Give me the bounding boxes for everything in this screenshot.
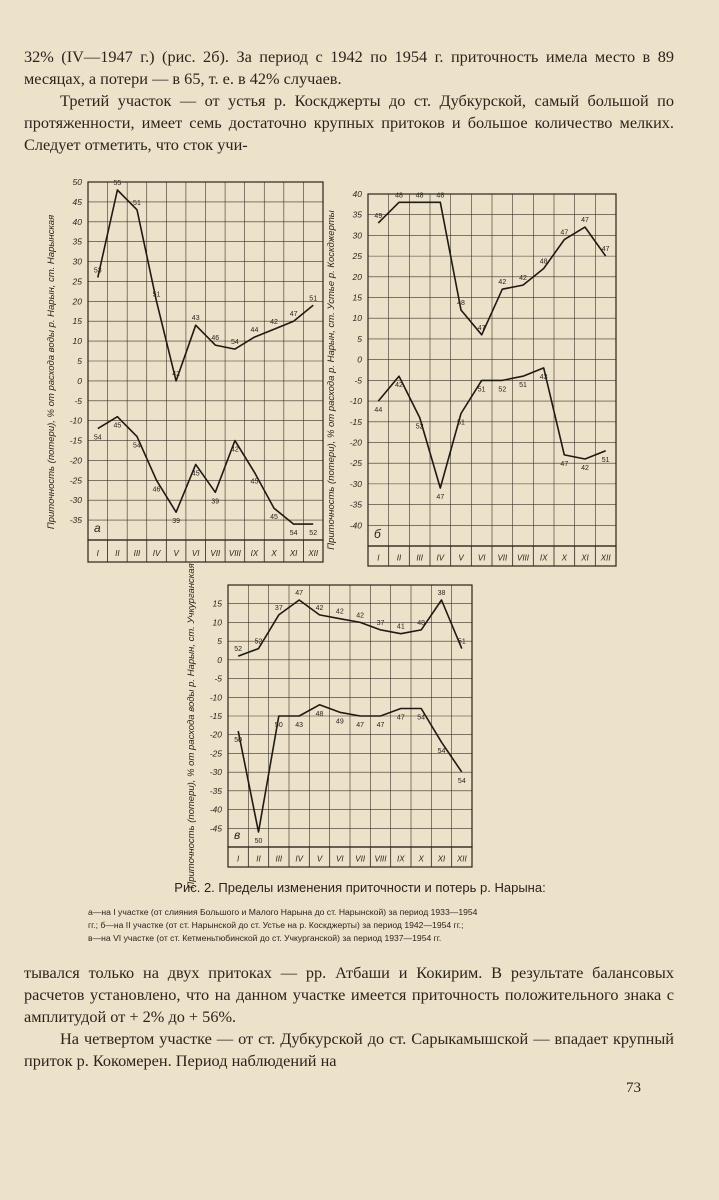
x-tick-label: XII	[456, 854, 467, 864]
y-tick-label: -20	[349, 437, 362, 448]
y-tick-label: 10	[72, 336, 82, 347]
x-tick-label: I	[96, 548, 99, 558]
y-tick-label: -35	[349, 499, 362, 510]
y-tick-label: -15	[209, 711, 222, 721]
point-label: 50	[254, 838, 263, 846]
y-tick-label: -30	[349, 478, 362, 489]
point-label: 42	[581, 465, 589, 473]
x-tick-label: XI	[581, 553, 589, 563]
point-label: 42	[172, 370, 181, 378]
point-label: 43	[295, 722, 304, 729]
point-label: 43	[191, 315, 200, 323]
point-label: 43	[539, 373, 548, 381]
point-label: 37	[376, 619, 385, 627]
x-tick-label: V	[458, 553, 464, 563]
caption-note-3: в—на VI участке (от ст. Кетменьтюбинской до ст. Учкурганской) за период 1937—1954 гг.	[88, 933, 442, 943]
point-label: 48	[415, 192, 424, 200]
y-tick-label: -5	[74, 395, 82, 406]
y-tick-label: -25	[209, 748, 222, 759]
chart-b	[318, 180, 628, 570]
point-label: 47	[396, 714, 405, 722]
point-label: 46	[211, 335, 220, 343]
point-label: 42	[519, 275, 527, 283]
x-tick-label: VII	[210, 548, 221, 558]
y-tick-label: -10	[349, 396, 362, 407]
point-label: 51	[133, 199, 141, 207]
point-label: 50	[234, 736, 243, 744]
y-tick-label: -5	[214, 673, 222, 684]
y-tick-label: 0	[357, 354, 362, 365]
y-tick-label: 10	[352, 313, 362, 324]
y-tick-label: -40	[349, 520, 362, 531]
y-tick-label: 15	[352, 292, 362, 303]
x-tick-label: IV	[436, 553, 445, 563]
y-tick-label: 15	[212, 598, 222, 609]
y-tick-label: 5	[357, 333, 362, 344]
x-tick-label: VII	[497, 553, 508, 563]
point-label: 49	[374, 212, 383, 220]
y-tick-label: -35	[69, 515, 82, 526]
y-tick-label: 40	[352, 189, 362, 199]
point-label: 52	[498, 386, 507, 394]
y-tick-label: -30	[209, 767, 222, 778]
caption-note-1: а—на I участке (от слияния Большого и Малого Нарына до ст. Нарынской) за период 1933—1954	[88, 907, 478, 917]
x-tick-label: XII	[600, 553, 611, 563]
point-label: 54	[417, 714, 426, 722]
y-tick-label: -25	[349, 458, 362, 469]
body-paragraph-4: На четвертом участке — от ст. Дубкурской до ст. Сарыкамышской — впадает крупный приток р. Кокомерен. Период наблюдений на	[24, 1029, 674, 1070]
x-tick-label: III	[416, 553, 424, 563]
x-tick-label: III	[275, 854, 283, 864]
point-label: 51	[152, 291, 161, 299]
point-label: 37	[274, 604, 283, 612]
point-label: 50	[274, 722, 283, 729]
point-label: 42	[356, 612, 365, 620]
point-label: 46	[152, 486, 161, 494]
y-tick-label: 35	[352, 209, 362, 220]
page-number: 73	[626, 1080, 641, 1096]
point-label: 42	[335, 608, 344, 616]
point-label: 51	[519, 382, 527, 390]
x-tick-label: XII	[308, 548, 319, 558]
point-label: 38	[437, 589, 446, 597]
point-label: 54	[93, 434, 102, 442]
point-label: 42	[230, 446, 239, 454]
y-tick-label: 0	[217, 654, 222, 665]
y-tick-label: 5	[217, 636, 222, 647]
x-tick-label: XI	[289, 548, 298, 558]
chart-v	[172, 563, 482, 889]
point-label: 45	[270, 514, 278, 522]
y-tick-label: -10	[69, 415, 82, 426]
x-tick-label: II	[115, 548, 120, 558]
point-label: 47	[477, 324, 486, 332]
point-label: 42	[270, 319, 278, 327]
y-tick-label: -25	[69, 475, 82, 486]
point-label: 42	[498, 279, 507, 287]
y-tick-label: 30	[72, 256, 82, 267]
x-tick-label: X	[418, 854, 424, 864]
point-label: 55	[113, 179, 122, 187]
point-label: 54	[133, 442, 141, 450]
x-tick-label: V	[173, 548, 179, 558]
y-tick-label: 5	[77, 356, 82, 366]
y-tick-label: -15	[69, 435, 82, 446]
figure-caption: Рис. 2. Пределы изменения приточности и потерь р. Нарына:	[174, 880, 546, 895]
point-label: 48	[315, 710, 324, 718]
y-tick-label: -20	[209, 729, 222, 740]
body-paragraph-3: тывался только на двух притоках — рр. Атбаши и Кокирим. В результате балансовых расчетов установлено, что на данном участке имеется приточность положительного знака с амплитудой от + 2% до + 56%.	[24, 963, 674, 1026]
panel-letter: б	[374, 527, 381, 541]
x-tick-label: V	[316, 854, 323, 864]
point-label: 48	[436, 192, 445, 200]
x-tick-label: II	[256, 854, 261, 864]
point-label: 51	[601, 456, 610, 464]
chart-grid	[368, 194, 616, 546]
point-label: 47	[356, 722, 365, 729]
point-label: 41	[396, 623, 405, 631]
x-tick-label: VIII	[374, 854, 387, 864]
point-label: 54	[289, 530, 298, 538]
y-axis-label: Приточность (потери), % от расхода воды р. Нарын, ст. Учкурганская	[186, 563, 197, 889]
point-label: 47	[560, 460, 569, 468]
point-label: 51	[309, 295, 318, 303]
y-tick-label: 40	[72, 216, 82, 227]
x-tick-label: VII	[355, 854, 366, 864]
y-tick-label: -20	[69, 455, 82, 466]
y-axis-label: Приточность (потери), % от расхода р. Нарын, ст. Устье р. Коcкджерты	[326, 210, 337, 550]
x-tick-label: IV	[152, 548, 161, 558]
y-tick-label: 45	[72, 196, 82, 207]
x-tick-label: X	[271, 548, 277, 558]
x-tick-label: VI	[336, 854, 344, 864]
x-tick-label: II	[396, 553, 402, 563]
y-tick-label: -5	[354, 375, 362, 386]
point-label: 42	[315, 604, 324, 612]
point-label: 47	[436, 494, 445, 502]
x-tick-label: IV	[295, 854, 303, 864]
point-label: 47	[295, 589, 304, 597]
y-tick-label: 50	[72, 177, 82, 187]
y-tick-label: 10	[212, 617, 222, 628]
chart-grid	[228, 585, 472, 847]
x-tick-label: VI	[477, 553, 486, 563]
x-tick-label: VIII	[516, 553, 530, 563]
y-tick-label: 35	[72, 236, 82, 247]
point-label: 48	[539, 258, 548, 266]
point-label: 39	[172, 518, 181, 526]
x-tick-label: XI	[437, 854, 446, 864]
panel-letter: в	[234, 828, 241, 842]
point-label: 52	[415, 423, 424, 431]
x-tick-label: X	[561, 553, 568, 563]
point-label: 47	[581, 217, 589, 225]
body-paragraph-2: Третий участок — от устья р. Коcкджерты до ст. Дубкурской, самый большой по протяженности, имеет семь достаточно крупных притоков и большое количество мелких. Следует отметить, что сток учи-	[24, 91, 674, 154]
point-label: 45	[113, 422, 122, 430]
point-label: 51	[457, 638, 466, 646]
y-tick-label: 25	[72, 276, 82, 287]
y-axis-label: Приточность (потери), % от расхода воды р. Нарын, ст. Нарынская	[46, 214, 57, 530]
body-paragraph-1: 32% (IV—1947 г.) (рис. 2б). За период с 1942 по 1954 г. приточность имела место в 89 месяцах, а потери — в 65, т. е. в 42% случаев.	[24, 47, 674, 88]
panel-letter: а	[94, 521, 101, 535]
y-tick-label: -40	[209, 804, 222, 815]
chart-a	[40, 170, 330, 580]
y-tick-label: 20	[352, 271, 362, 282]
x-tick-label: I	[237, 854, 240, 864]
point-label: 54	[230, 339, 239, 347]
x-tick-label: III	[133, 548, 141, 558]
point-label: 52	[309, 530, 318, 538]
y-tick-label: -15	[349, 416, 362, 427]
point-label: 48	[395, 192, 403, 200]
y-tick-label: 0	[77, 375, 82, 386]
y-tick-label: 20	[72, 296, 82, 307]
point-label: 48	[457, 299, 465, 307]
x-tick-label: IX	[397, 854, 405, 864]
point-label: 39	[211, 498, 220, 506]
point-label: 49	[335, 718, 344, 726]
y-tick-label: -30	[69, 495, 82, 506]
y-tick-label: 25	[352, 251, 362, 262]
x-tick-label: IX	[250, 548, 259, 558]
point-label: 53	[93, 267, 102, 275]
point-label: 51	[477, 386, 486, 394]
x-tick-label: IX	[539, 553, 548, 563]
x-tick-label: VIII	[228, 548, 241, 558]
caption-note-2: гг.; б—на II участке (от ст. Нарынской до ст. Устье на р. Коcкджерты) за период 1942—1954 гг.;	[88, 920, 464, 930]
chart-grid	[88, 179, 323, 540]
y-tick-label: -45	[209, 823, 222, 834]
point-label: 47	[376, 722, 385, 729]
x-tick-label: VI	[191, 548, 200, 558]
point-label: 48	[417, 619, 426, 627]
point-label: 44	[250, 327, 259, 335]
point-label: 45	[191, 470, 200, 478]
point-label: 54	[457, 778, 466, 786]
point-label: 52	[254, 638, 263, 646]
y-tick-label: -10	[209, 692, 222, 703]
point-label: 44	[374, 407, 383, 415]
point-label: 47	[601, 246, 610, 254]
x-tick-label: I	[377, 553, 380, 563]
point-label: 51	[457, 419, 465, 427]
point-label: 45	[250, 478, 259, 486]
point-label: 47	[560, 229, 569, 237]
point-label: 47	[289, 311, 298, 319]
y-tick-label: 15	[72, 316, 82, 327]
point-label: 42	[395, 382, 403, 390]
point-label: 54	[437, 748, 446, 756]
y-tick-label: -35	[209, 785, 222, 796]
point-label: 52	[234, 646, 243, 654]
y-tick-label: 30	[352, 230, 362, 241]
